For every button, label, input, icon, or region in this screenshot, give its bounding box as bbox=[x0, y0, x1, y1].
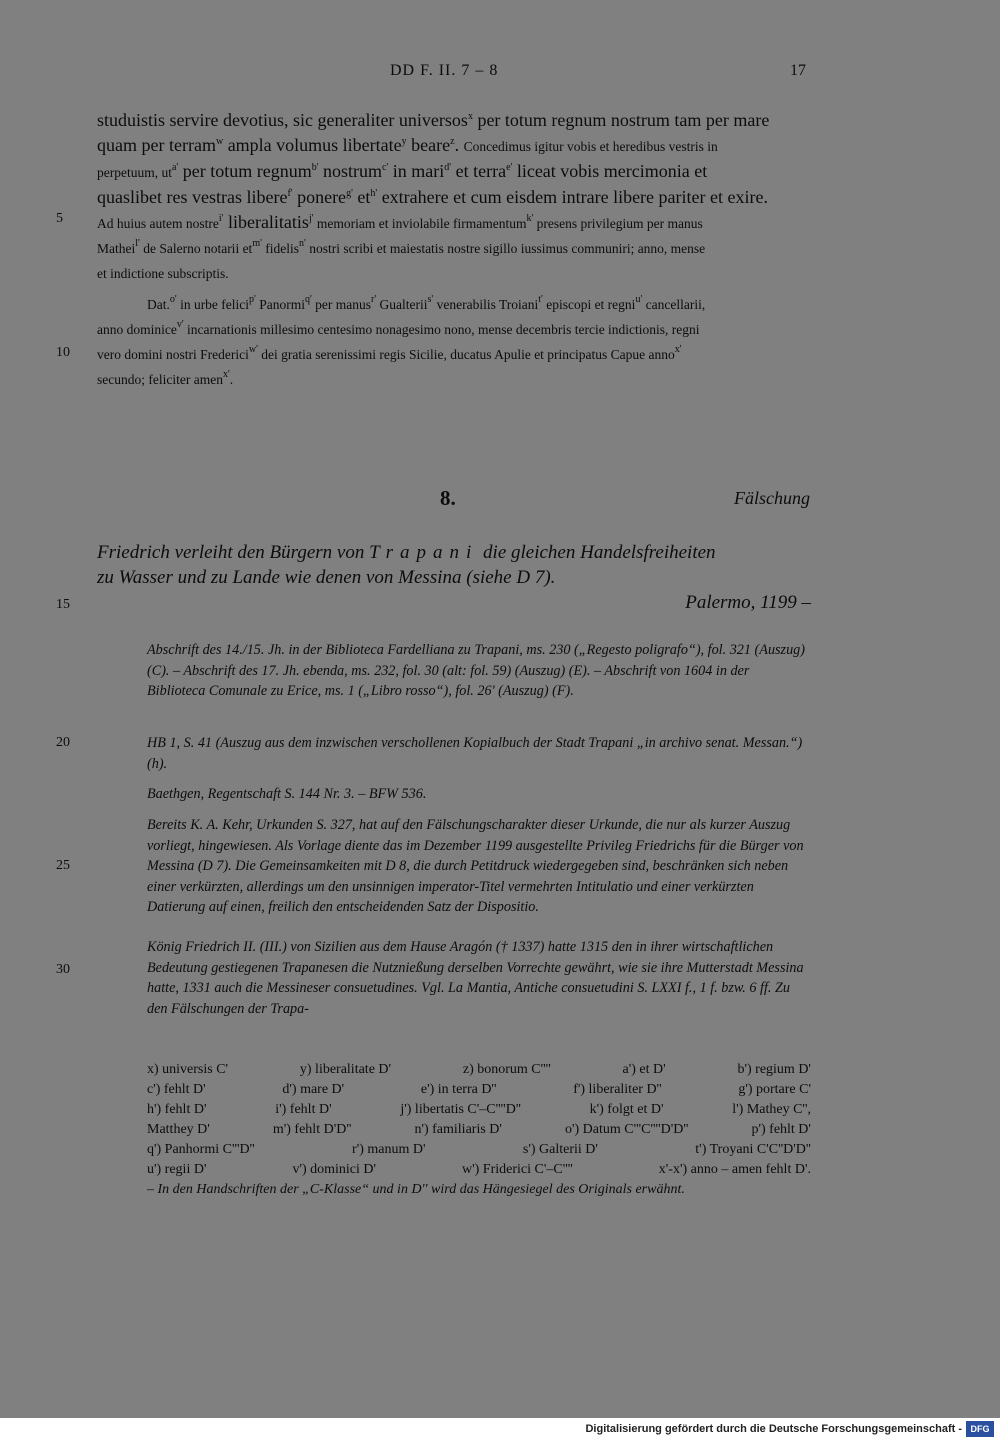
critical-apparatus bbox=[147, 1060, 811, 1200]
apparatus-row: Matthey D' m') fehlt D'D'' n') familiaris D' o') Datum C'''C''''D'D'' p') fehlt D' bbox=[147, 1122, 811, 1137]
doc7-text bbox=[97, 108, 811, 286]
page-number: 17 bbox=[790, 62, 806, 79]
document-number: 8. bbox=[440, 486, 456, 510]
text-line: et indictione subscriptis. bbox=[97, 266, 229, 281]
text-line: Ad huius autem nostre$^{i'}$ liberalitatis$^{j'}$ memoriam et inviolabile firmamentum$^{k'}$ presens privilegium per manus bbox=[97, 212, 703, 232]
apparatus-row: h') fehlt D' i') fehlt D' j') libertatis C'–C''''D'' k') folgt et D' l') Mathey C'', bbox=[147, 1102, 811, 1117]
datum-clause bbox=[97, 292, 811, 392]
text-line: quaslibet res vestras libere$^{f'}$ ponere$^{g'}$ $et^{h'}$ extrahere et cum eisdem intrare libere pariter et exire. bbox=[97, 187, 768, 207]
text-line: quam per terram$^w$ ampla volumus libertate$^y$ beare$^z$. Concedimus igitur vobis et heredibus vestris in bbox=[97, 135, 718, 155]
note-regesta: Baethgen, Regentschaft S. 144 Nr. 3. – BFW 536. bbox=[147, 786, 427, 802]
text-line: vero domini nostri Frederici$^{w'}$ dei gratia serenissimi regis Sicilie, ducatus Apulie et principatus Capue anno$^{x'}$ bbox=[97, 344, 682, 362]
text-line: perpetuum, $ut^{a'}$ per totum regnum$^{b'}$ nostrum$^{c'}$ in mari$^{d'}$ et terra$^{e'}$ liceat vobis mercimonia et bbox=[97, 161, 708, 181]
header-title: DD F. II. 7 – 8 bbox=[390, 62, 499, 79]
apparatus-row: q') Panhormi C'''D'' r') manum D' s') Galterii D' t') Troyani C'C''D'D'' bbox=[147, 1142, 811, 1157]
apparatus-note: – In den Handschriften der „C-Klasse“ und in D'' wird das Hängesiegel des Originals erwähnt. bbox=[147, 1182, 685, 1197]
apparatus-row: c') fehlt D' d') mare D' e') in terra D'' f') liberaliter D'' g') portare C' bbox=[147, 1082, 811, 1097]
dfg-logo-icon: DFG bbox=[966, 1421, 994, 1437]
text-line: studuistis servire devotius, sic generaliter universos$^x$ per totum regnum nostrum tam per mare bbox=[97, 110, 770, 130]
apparatus-row: x) universis C' y) liberalitate D' z) bonorum C'''' a') et D' b') regium D' bbox=[147, 1062, 811, 1077]
footer-text: Digitalisierung gefördert durch die Deutsche Forschungsgemeinschaft - bbox=[585, 1423, 962, 1435]
note-commentary-2: König Friedrich II. (III.) von Sizilien aus dem Hause Aragón († 1337) hatte 1315 den in ihrer wirtschaftlichen Bedeutung gestiegenen Trapanesen die Nutznießung derselben Vorrechte gewährt, wie sie ihre Mutterstadt Messina hatte, 1331 auch die Messineser consuetudines. Vgl. La Mantia, Antiche consuetudini S. LXXI f., 1 f. bzw. 6 ff. Zu den Fälschungen der Trapa- bbox=[147, 939, 804, 1017]
funding-footer bbox=[0, 1418, 1000, 1440]
line-number: 25 bbox=[56, 858, 70, 873]
apparatus-row: u') regii D' v') dominici D' w') Friderici C'–C'''' x'-x') anno – amen fehlt D'. bbox=[147, 1162, 811, 1177]
note-commentary: Bereits K. A. Kehr, Urkunden S. 327, hat auf den Fälschungscharakter dieser Urkunde, die nur als kurzer Auszug vorliegt, hingewiesen. Als Vorlage diente das im Dezember 1199 ausgestellte Privileg Friedrichs für die Bürger von Messina (D 7). Die Gemeinsamkeiten mit D 8, die durch Petitdruck wiedergegeben sind, beschränken sich neben einer verkürzten, allerdings um den unsinnigen imperator-Titel vermehrten Intitulatio und einer verkürzten Datierung auf einen, freilich den entscheidenden Satz der Dispositio. bbox=[147, 817, 804, 915]
line-number: 15 bbox=[56, 597, 70, 612]
line-number: 20 bbox=[56, 735, 70, 750]
line-number: 5 bbox=[56, 211, 63, 226]
note-editions: HB 1, S. 41 (Auszug aus dem inzwischen verschollenen Kopialbuch der Stadt Trapani „in archivo senat. Messan.“) (h). bbox=[147, 735, 803, 772]
line-number: 30 bbox=[56, 962, 70, 977]
text-line: anno dominice$^{v'}$ incarnationis millesimo centesimo nonagesimo nono, mense decembris tercie indictionis, regni bbox=[97, 319, 700, 337]
note-manuscripts: Abschrift des 14./15. Jh. in der Biblioteca Fardelliana zu Trapani, ms. 230 („Regesto poligrafo“), fol. 321 (Auszug) (C). – Abschrift des 17. Jh. ebenda, ms. 232, fol. 30 (alt: fol. 59) (Auszug) (E). – Abschrift von 1604 in der Biblioteca Comunale zu Erice, ms. 1 („Libro rosso“), fol. 26' (Auszug) (F). bbox=[147, 642, 805, 699]
forgery-label: Fälschung bbox=[734, 488, 810, 508]
text-line: Mathei$^{l'}$ de Salerno notarii $et^{m'}$ fidelis$^{n'}$ nostri scribi et maiestatis nostre sigillo iussimus communiri; anno, mense bbox=[97, 238, 706, 256]
regest-line: zu Wasser und zu Lande wie denen von Messina (siehe D 7). bbox=[97, 567, 556, 588]
text-line: secundo; feliciter amen$^{x'}$. bbox=[97, 369, 234, 387]
line-number: 10 bbox=[56, 345, 70, 360]
place-date: Palermo, 1199 – bbox=[685, 592, 811, 613]
text-line: Dat.$^{o'}$ in urbe felici$^{p'}$ Panormi$^{q'}$ per manus$^{r'}$ Gualterii$^{s'}$ venerabilis Troiani$^{t'}$ episcopi et regni$^{u'}$ cancellarii, bbox=[147, 294, 706, 312]
regest-line: Friedrich verleiht den Bürgern von Trapani die gleichen Handelsfreiheiten bbox=[97, 542, 716, 563]
regest bbox=[97, 540, 811, 615]
